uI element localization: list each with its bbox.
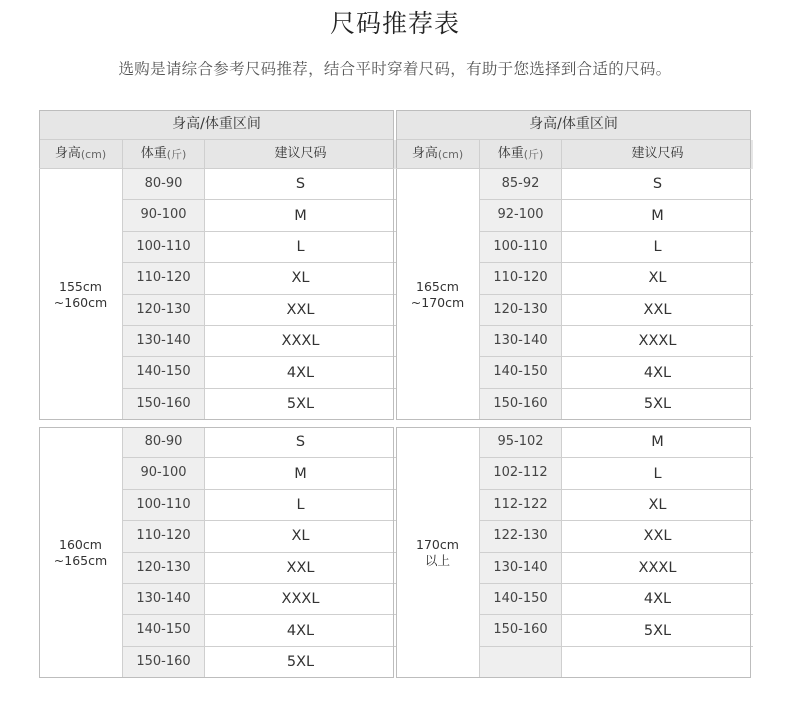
weight-range-cell: 140-150: [123, 357, 204, 387]
weight-range-cell: 120-130: [480, 295, 561, 325]
table-border: [396, 427, 751, 678]
recommended-size-cell: L: [205, 232, 396, 262]
weight-range-cell: 130-140: [480, 326, 561, 356]
weight-range-cell: 150-160: [480, 389, 561, 419]
recommended-size-cell: S: [562, 169, 753, 199]
header-bottom-line: [396, 168, 751, 169]
header-size-label: 建议尺码: [562, 140, 753, 169]
weight-range-cell: 140-150: [480, 357, 561, 387]
weight-range-cell: 122-130: [480, 521, 561, 551]
recommended-size-cell: XXXL: [205, 584, 396, 614]
weight-range-cell: 80-90: [123, 427, 204, 457]
recommended-size-cell: 4XL: [562, 357, 753, 387]
recommended-size-cell: XXL: [562, 295, 753, 325]
recommended-size-cell: 5XL: [562, 389, 753, 419]
recommended-size-cell: S: [205, 169, 396, 199]
weight-range-cell: 90-100: [123, 458, 204, 488]
weight-range-cell: 85-92: [480, 169, 561, 199]
table-border: [39, 110, 394, 420]
weight-range-cell: 110-120: [123, 263, 204, 293]
size-chart-table: [39, 110, 751, 680]
weight-range-cell: 90-100: [123, 200, 204, 230]
weight-range-cell: 130-140: [123, 584, 204, 614]
weight-range-cell: 140-150: [480, 584, 561, 614]
header-weight-text: 体重: [140, 146, 167, 162]
recommended-size-cell: 5XL: [205, 647, 396, 677]
weight-range-cell: 150-160: [123, 389, 204, 419]
recommended-size-cell: S: [205, 427, 396, 457]
height-range-line: 160cm: [59, 536, 102, 552]
recommended-size-cell: 5XL: [562, 615, 753, 645]
recommended-size-cell: M: [205, 458, 396, 488]
weight-range-cell: 150-160: [123, 647, 204, 677]
header-height-unit: (cm): [437, 147, 464, 161]
height-range-line: ~160cm: [53, 294, 108, 310]
recommended-size-cell: XL: [205, 263, 396, 293]
recommended-size-cell: L: [562, 458, 753, 488]
weight-range-cell: 92-100: [480, 200, 561, 230]
header-group-label: 身高/体重区间: [396, 110, 751, 139]
weight-range-cell: 80-90: [123, 169, 204, 199]
weight-range-cell: 130-140: [123, 326, 204, 356]
recommended-size-cell: 4XL: [205, 615, 396, 645]
weight-range-cell: 120-130: [123, 295, 204, 325]
weight-range-cell: 95-102: [480, 427, 561, 457]
header-size-label: 建议尺码: [205, 140, 396, 169]
weight-range-cell: 102-112: [480, 458, 561, 488]
table-border: [39, 427, 394, 678]
height-range-line: 以上: [424, 552, 450, 568]
recommended-size-cell: M: [562, 200, 753, 230]
weight-range-cell: 130-140: [480, 553, 561, 583]
recommended-size-cell: XXL: [205, 553, 396, 583]
weight-range-cell: 112-122: [480, 490, 561, 520]
page-title: 尺码推荐表: [329, 9, 460, 38]
header-weight-text: 体重: [497, 146, 524, 162]
height-range-line: ~165cm: [53, 552, 108, 568]
recommended-size-cell: XXL: [205, 295, 396, 325]
header-height-text: 身高: [411, 146, 438, 162]
recommended-size-cell: 4XL: [562, 584, 753, 614]
recommended-size-cell: M: [205, 200, 396, 230]
recommended-size-cell: M: [562, 427, 753, 457]
weight-range-cell: 150-160: [480, 615, 561, 645]
header-height-unit: (cm): [80, 147, 107, 161]
header-group-label: 身高/体重区间: [39, 110, 394, 139]
recommended-size-cell: XXL: [562, 521, 753, 551]
recommended-size-cell: XL: [562, 490, 753, 520]
weight-range-cell: 100-110: [480, 232, 561, 262]
header-weight-unit: (斤): [523, 147, 544, 161]
recommended-size-cell: XL: [562, 263, 753, 293]
recommended-size-cell: 5XL: [205, 389, 396, 419]
height-range-line: ~170cm: [410, 294, 465, 310]
header-weight-unit: (斤): [166, 147, 187, 161]
weight-range-cell: 120-130: [123, 553, 204, 583]
recommended-size-cell: XXXL: [562, 553, 753, 583]
height-range-line: 165cm: [416, 278, 459, 294]
header-height-text: 身高: [54, 146, 81, 162]
recommended-size-cell: XL: [205, 521, 396, 551]
recommended-size-cell: XXXL: [562, 326, 753, 356]
weight-range-cell: 110-120: [123, 521, 204, 551]
height-range-line: 155cm: [59, 278, 102, 294]
recommended-size-cell: XXXL: [205, 326, 396, 356]
header-bottom-line: [39, 168, 394, 169]
recommended-size-cell: L: [562, 232, 753, 262]
height-range-line: 170cm: [416, 536, 459, 552]
weight-range-cell: 110-120: [480, 263, 561, 293]
table-border: [396, 110, 751, 420]
weight-range-cell: 100-110: [123, 490, 204, 520]
recommended-size-cell: L: [205, 490, 396, 520]
weight-range-cell: 100-110: [123, 232, 204, 262]
weight-range-cell: 140-150: [123, 615, 204, 645]
page-subtitle: 选购是请综合参考尺码推荐，结合平时穿着尺码，有助于您选择到合适的尺码。: [118, 60, 672, 78]
recommended-size-cell: 4XL: [205, 357, 396, 387]
